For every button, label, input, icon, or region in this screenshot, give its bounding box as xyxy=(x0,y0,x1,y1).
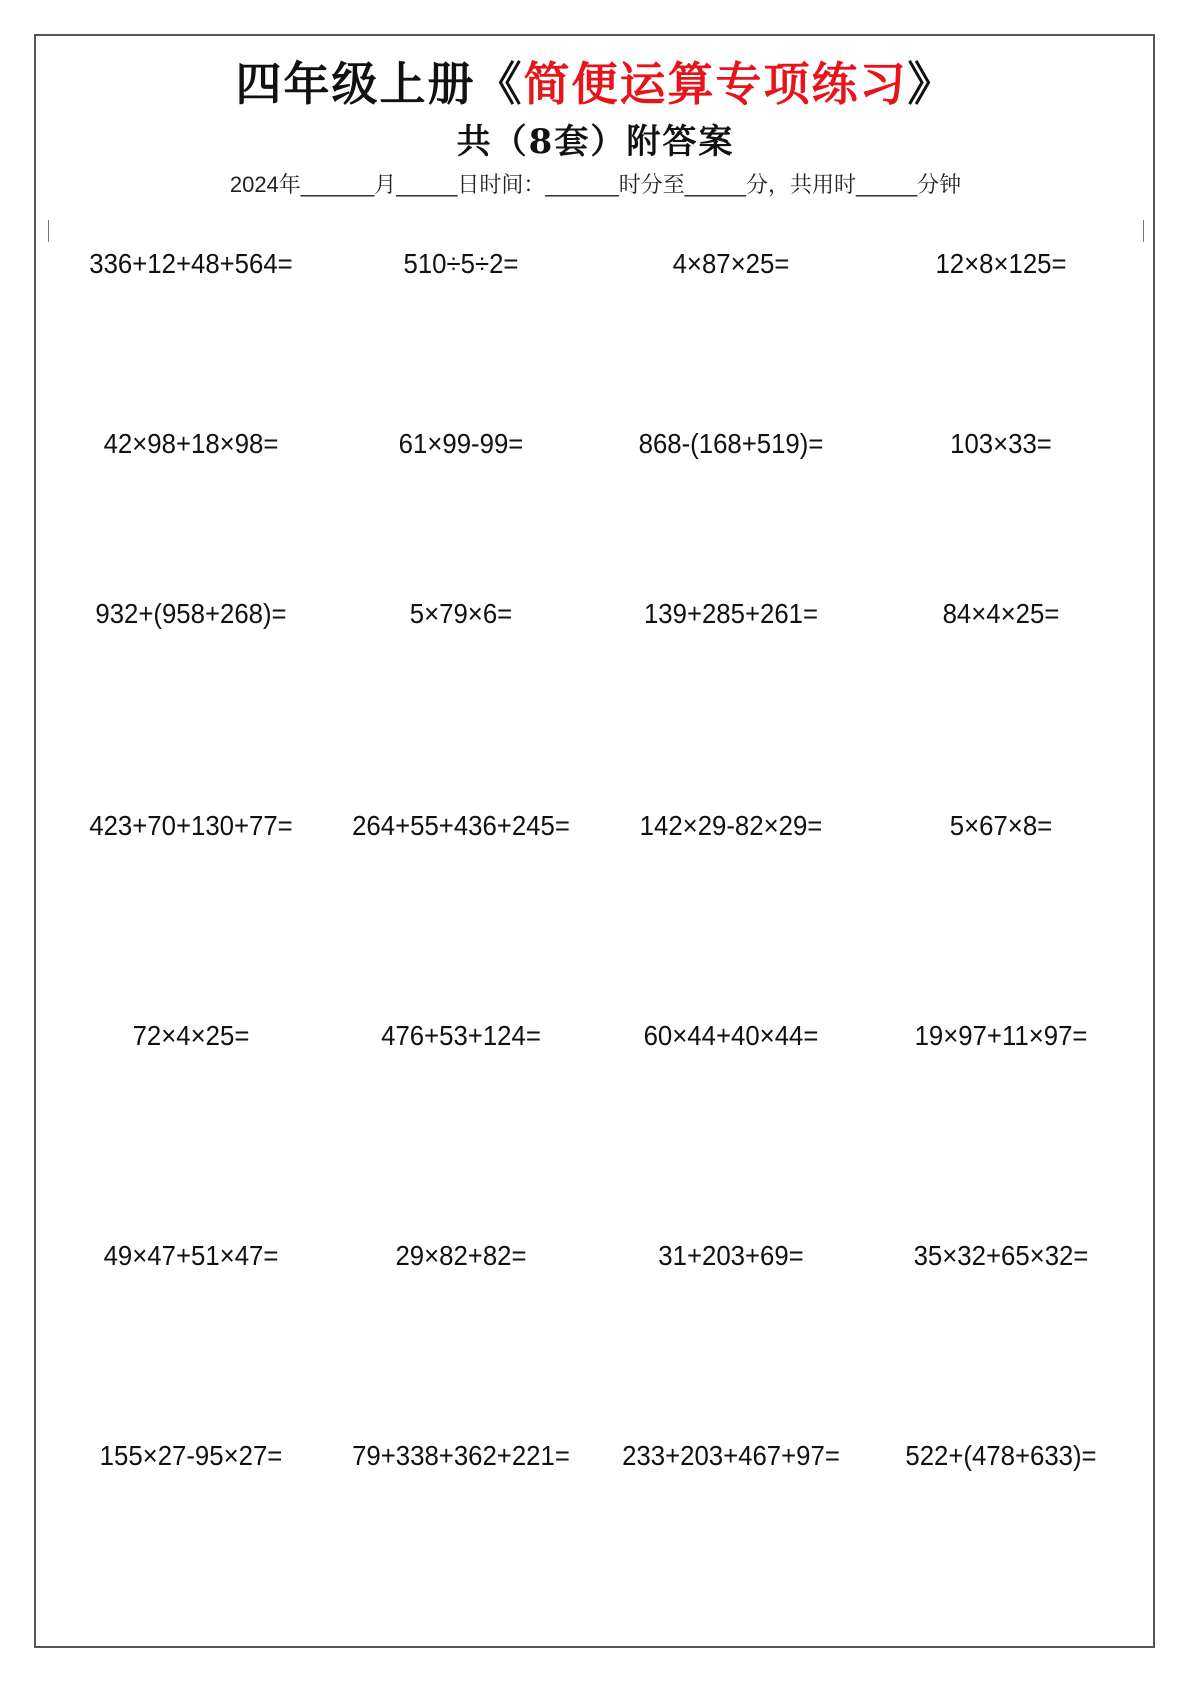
problem-row-4 xyxy=(56,806,1136,846)
page-subtitle: 共（8套）附答案 xyxy=(456,122,735,162)
title-highlight: 简便运算专项练习 xyxy=(523,57,908,111)
problem-row-6 xyxy=(56,1236,1136,1276)
problem: 103×33= xyxy=(950,428,1052,459)
problem: 42×98+18×98= xyxy=(103,428,279,459)
problem: 423+70+130+77= xyxy=(89,810,293,841)
problem: 12×8×125= xyxy=(935,248,1067,279)
problem: 932+(958+268)= xyxy=(95,598,287,629)
problem: 264+55+436+245= xyxy=(352,810,570,841)
problem: 84×4×25= xyxy=(942,598,1060,629)
problem: 142×29-82×29= xyxy=(639,810,823,841)
problem: 233+203+467+97= xyxy=(622,1440,840,1471)
margin-mark-left xyxy=(48,220,49,242)
page-title xyxy=(0,52,1191,116)
problem: 5×67×8= xyxy=(949,810,1053,841)
problem: 5×79×6= xyxy=(409,598,513,629)
problem: 139+285+261= xyxy=(643,598,819,629)
problem: 522+(478+633)= xyxy=(905,1440,1097,1471)
problem: 336+12+48+564= xyxy=(89,248,293,279)
date-time-line: 2024年______月_____日时间：______时分至_____分，共用时_____分钟 xyxy=(229,172,962,197)
title-suffix: 》 xyxy=(907,57,956,111)
problem: 29×82+82= xyxy=(395,1240,527,1271)
problem: 35×32+65×32= xyxy=(913,1240,1089,1271)
problem: 4×87×25= xyxy=(672,248,790,279)
problem-row-3 xyxy=(56,594,1136,634)
problem-row-1 xyxy=(56,244,1136,284)
problem-row-7 xyxy=(56,1436,1136,1476)
problem-row-2 xyxy=(56,424,1136,464)
problem: 49×47+51×47= xyxy=(103,1240,279,1271)
problem: 476+53+124= xyxy=(381,1020,541,1051)
problem: 60×44+40×44= xyxy=(643,1020,819,1051)
problem: 72×4×25= xyxy=(132,1020,250,1051)
problem: 19×97+11×97= xyxy=(914,1020,1088,1051)
title-prefix: 四年级上册《 xyxy=(235,57,524,111)
problem: 868-(168+519)= xyxy=(638,428,824,459)
problem: 510÷5÷2= xyxy=(403,248,519,279)
problem: 155×27-95×27= xyxy=(99,1440,283,1471)
problem: 79+338+362+221= xyxy=(352,1440,570,1471)
problem-row-5 xyxy=(56,1016,1136,1056)
margin-mark-right xyxy=(1143,220,1144,242)
problem: 31+203+69= xyxy=(658,1240,804,1271)
problem: 61×99-99= xyxy=(398,428,524,459)
